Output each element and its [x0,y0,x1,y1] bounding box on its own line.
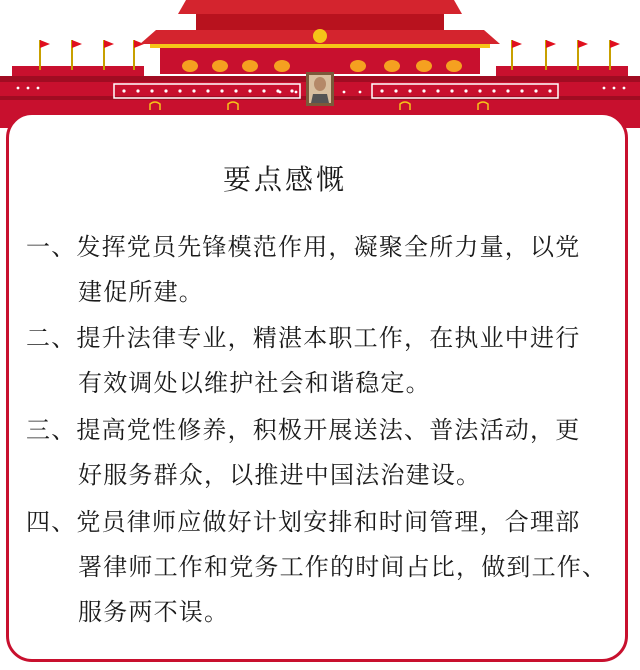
key-point-4 [26,500,616,635]
emblem-icon [313,29,327,43]
key-point-1 [26,225,616,315]
point-text: 有效调处以维护社会和谐稳定。 [78,369,431,397]
point-text: 党员律师应做好计划安排和时间管理，合理部 [76,508,581,536]
point-number: 二、 [26,324,77,352]
point-text: 好服务群众，以推进中国法治建设。 [78,461,482,489]
flag-icon [40,40,144,70]
key-point-3 [26,408,616,498]
flag-icon [512,40,620,70]
point-number: 三、 [26,416,77,444]
point-text: 服务两不误。 [78,598,230,626]
point-text: 发挥党员先锋模范作用，凝聚全所力量，以党 [76,233,581,261]
point-number: 四、 [26,508,77,536]
key-point-2 [26,316,616,406]
point-number: 一、 [26,233,77,261]
point-text: 提高党性修养，积极开展送法、普法活动，更 [76,416,581,444]
point-text: 署律师工作和党务工作的时间占比，做到工作、 [78,553,608,581]
card-title: 要点感慨 [222,163,347,196]
point-text: 提升法律专业，精湛本职工作，在执业中进行 [76,324,581,352]
point-text: 建促所建。 [78,278,204,306]
